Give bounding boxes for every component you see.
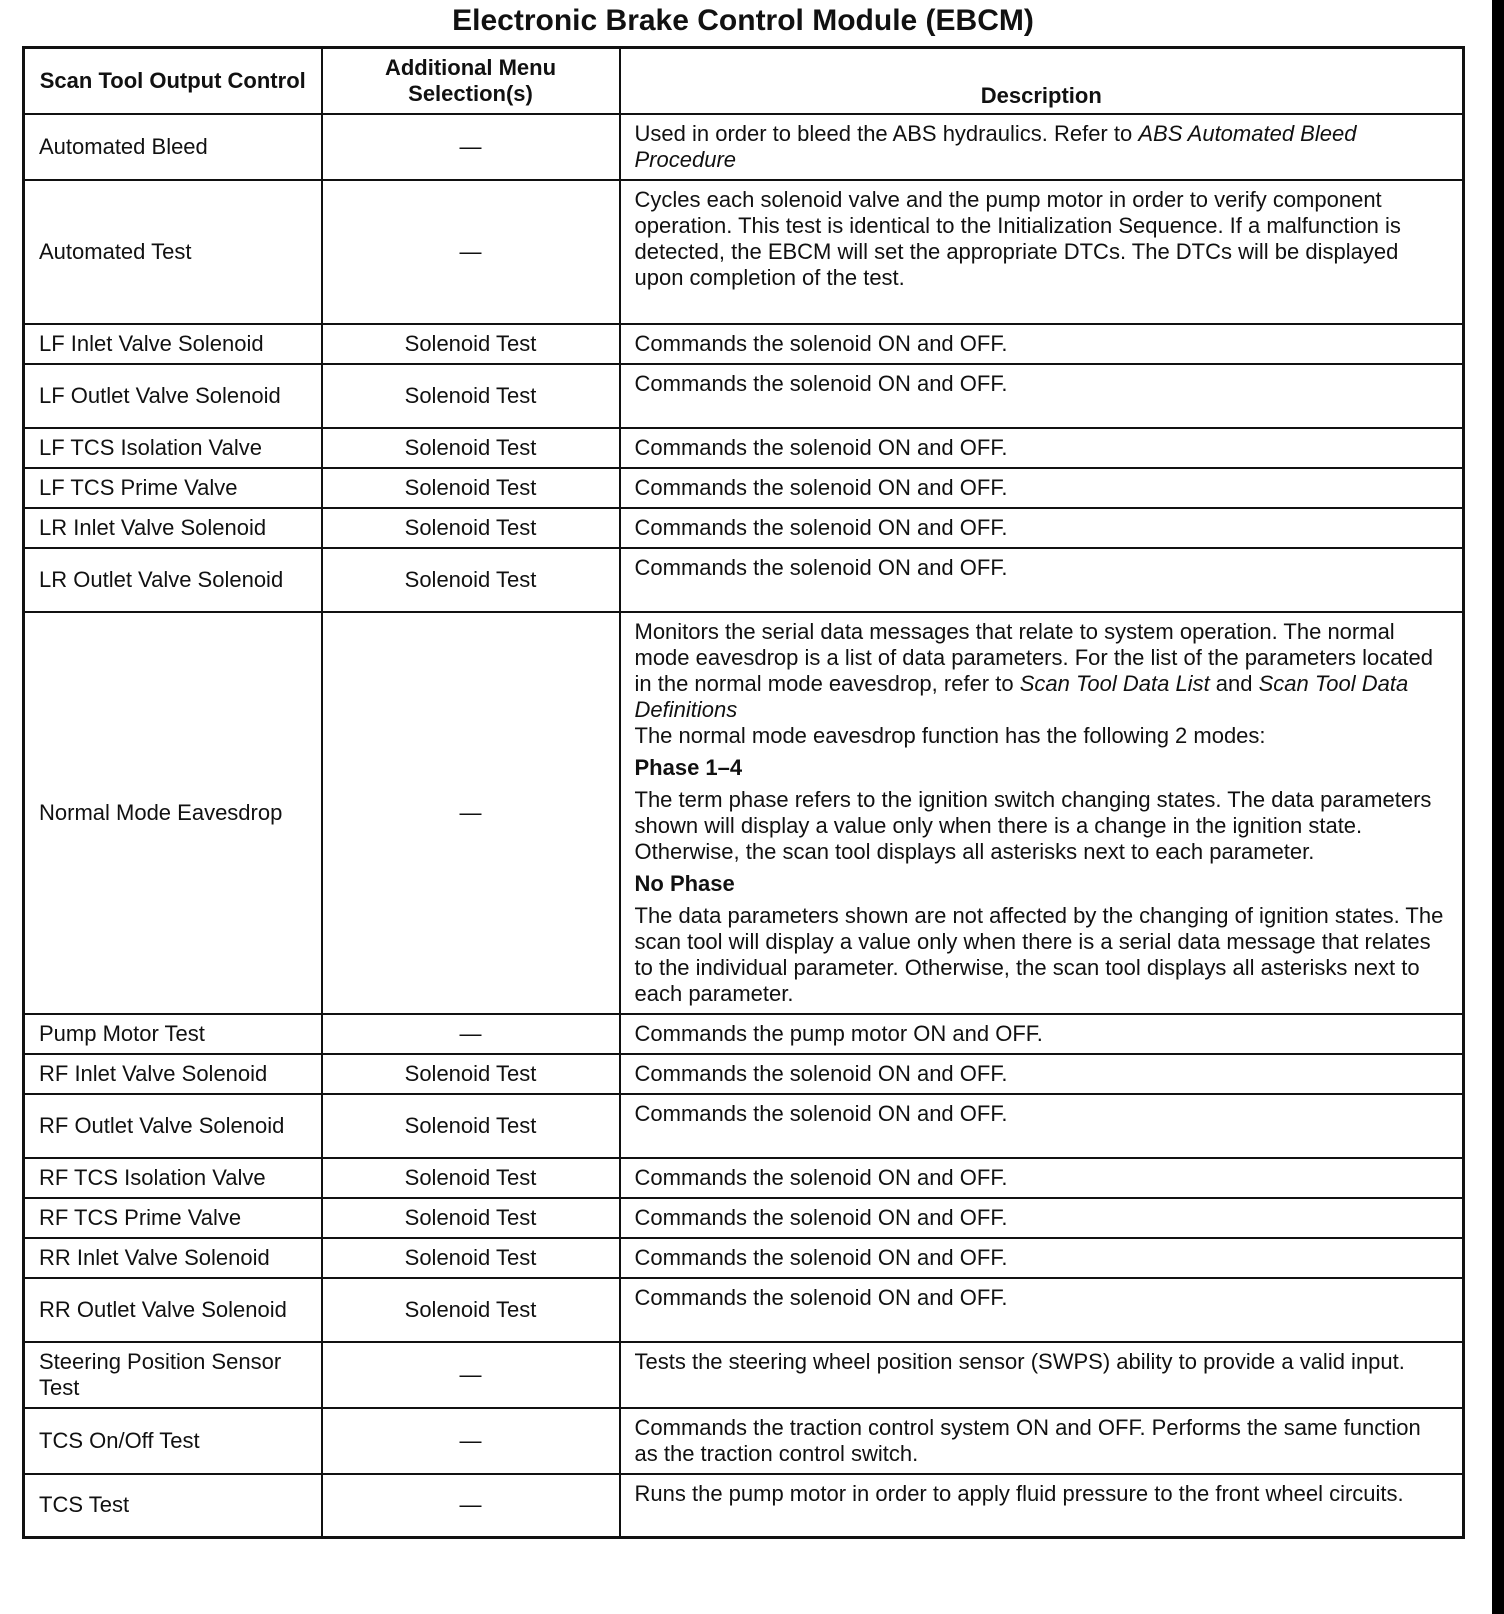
description-cell: Commands the solenoid ON and OFF. — [620, 428, 1464, 468]
page-edge-bar — [1492, 0, 1504, 1614]
control-cell: Normal Mode Eavesdrop — [24, 612, 322, 1014]
table-row — [24, 1094, 1464, 1158]
control-cell: RR Inlet Valve Solenoid — [24, 1238, 322, 1278]
table-row — [24, 1342, 1464, 1408]
menu-cell: — — [322, 1474, 620, 1538]
menu-cell: Solenoid Test — [322, 548, 620, 612]
table-row — [24, 428, 1464, 468]
table-row — [24, 1014, 1464, 1054]
header-description: Description — [620, 48, 1464, 114]
table-row — [24, 612, 1464, 1014]
description-cell: Commands the solenoid ON and OFF. — [620, 1198, 1464, 1238]
reference-link-text: Scan Tool Data Definitions — [634, 670, 1409, 722]
ebcm-output-control-table — [22, 46, 1465, 1539]
control-cell: LR Inlet Valve Solenoid — [24, 508, 322, 548]
description-cell: Tests the steering wheel position sensor (SWPS) ability to provide a valid input. — [620, 1342, 1464, 1408]
table-row — [24, 180, 1464, 324]
description-cell: Commands the solenoid ON and OFF. — [620, 548, 1464, 612]
control-cell: LR Outlet Valve Solenoid — [24, 548, 322, 612]
description-cell: Commands the pump motor ON and OFF. — [620, 1014, 1464, 1054]
description-cell: Commands the solenoid ON and OFF. — [620, 324, 1464, 364]
table-row — [24, 468, 1464, 508]
menu-cell: Solenoid Test — [322, 1158, 620, 1198]
menu-cell: — — [322, 612, 620, 1014]
control-cell: RF TCS Isolation Valve — [24, 1158, 322, 1198]
menu-cell: Solenoid Test — [322, 508, 620, 548]
menu-cell: Solenoid Test — [322, 1278, 620, 1342]
table-row — [24, 1278, 1464, 1342]
description-text: Used in order to bleed the ABS hydraulics. Refer to — [634, 120, 1139, 146]
description-cell: Commands the solenoid ON and OFF. — [620, 1094, 1464, 1158]
description-cell: Commands the solenoid ON and OFF. — [620, 1158, 1464, 1198]
table-header-row — [24, 48, 1464, 114]
page-title: Electronic Brake Control Module (EBCM) — [452, 4, 1034, 37]
description-cell: Cycles each solenoid valve and the pump motor in order to verify component operation. This test is identical to the Initialization Sequence. If a malfunction is detected, the EBCM will set the appropriate DTCs. The DTCs will be displayed upon completion of the test. — [620, 180, 1464, 324]
table-row — [24, 1054, 1464, 1094]
description-cell — [620, 114, 1464, 180]
control-cell: LF TCS Isolation Valve — [24, 428, 322, 468]
description-text: Monitors the serial data messages that relate to system operation. The normal mode eavesdrop is a list of data parameters. For the list of the parameters located in the normal mode eavesdrop, refer to — [634, 618, 1434, 696]
control-cell: RR Outlet Valve Solenoid — [24, 1278, 322, 1342]
menu-cell: — — [322, 1014, 620, 1054]
description-cell: Commands the solenoid ON and OFF. — [620, 1238, 1464, 1278]
menu-cell: Solenoid Test — [322, 1198, 620, 1238]
menu-cell: Solenoid Test — [322, 1238, 620, 1278]
description-text: and — [1209, 670, 1259, 696]
menu-cell: — — [322, 1342, 620, 1408]
header-menu: Additional Menu Selection(s) — [322, 48, 620, 114]
control-cell: Steering Position Sensor Test — [24, 1342, 322, 1408]
table-row — [24, 114, 1464, 180]
menu-cell: Solenoid Test — [322, 1094, 620, 1158]
description-cell: Commands the solenoid ON and OFF. — [620, 1278, 1464, 1342]
table-row — [24, 1238, 1464, 1278]
menu-cell: — — [322, 180, 620, 324]
table-row — [24, 1198, 1464, 1238]
description-paragraph: The data parameters shown are not affected by the changing of ignition states. The scan tool will display a value only when there is a serial data message that relates to the individual parameter. Otherwise, the scan tool displays all asterisks next to each parameter. — [634, 902, 1444, 1006]
table-row — [24, 1474, 1464, 1538]
control-cell: LF Outlet Valve Solenoid — [24, 364, 322, 428]
table-row — [24, 364, 1464, 428]
menu-cell: Solenoid Test — [322, 468, 620, 508]
menu-cell: Solenoid Test — [322, 1054, 620, 1094]
control-cell: LF Inlet Valve Solenoid — [24, 324, 322, 364]
description-cell — [620, 612, 1464, 1014]
table-row — [24, 508, 1464, 548]
menu-cell: Solenoid Test — [322, 428, 620, 468]
description-paragraph: The normal mode eavesdrop function has the following 2 modes: — [634, 722, 1266, 748]
description-cell: Runs the pump motor in order to apply fluid pressure to the front wheel circuits. — [620, 1474, 1464, 1538]
menu-cell: — — [322, 1408, 620, 1474]
menu-cell: — — [322, 114, 620, 180]
subheading-no-phase: No Phase — [634, 870, 735, 896]
control-cell: Pump Motor Test — [24, 1014, 322, 1054]
control-cell: Automated Bleed — [24, 114, 322, 180]
table-row — [24, 1408, 1464, 1474]
table-row — [24, 324, 1464, 364]
control-cell: TCS On/Off Test — [24, 1408, 322, 1474]
description-cell: Commands the solenoid ON and OFF. — [620, 1054, 1464, 1094]
table-row — [24, 1158, 1464, 1198]
menu-cell: Solenoid Test — [322, 324, 620, 364]
control-cell: RF TCS Prime Valve — [24, 1198, 322, 1238]
header-control: Scan Tool Output Control — [24, 48, 322, 114]
description-cell: Commands the traction control system ON and OFF. Performs the same function as the traction control switch. — [620, 1408, 1464, 1474]
reference-link-text: Scan Tool Data List — [1019, 670, 1210, 696]
control-cell: Automated Test — [24, 180, 322, 324]
control-cell: TCS Test — [24, 1474, 322, 1538]
menu-cell: Solenoid Test — [322, 364, 620, 428]
control-cell: RF Outlet Valve Solenoid — [24, 1094, 322, 1158]
subheading-phase: Phase 1–4 — [634, 754, 743, 780]
description-cell: Commands the solenoid ON and OFF. — [620, 364, 1464, 428]
control-cell: RF Inlet Valve Solenoid — [24, 1054, 322, 1094]
control-cell: LF TCS Prime Valve — [24, 468, 322, 508]
table-row — [24, 548, 1464, 612]
description-paragraph: The term phase refers to the ignition switch changing states. The data parameters shown will display a value only when there is a change in the ignition state. Otherwise, the scan tool displays all asterisks next to each parameter. — [634, 786, 1432, 864]
reference-link-text: ABS Automated Bleed Procedure — [634, 120, 1357, 172]
description-cell: Commands the solenoid ON and OFF. — [620, 508, 1464, 548]
description-cell: Commands the solenoid ON and OFF. — [620, 468, 1464, 508]
